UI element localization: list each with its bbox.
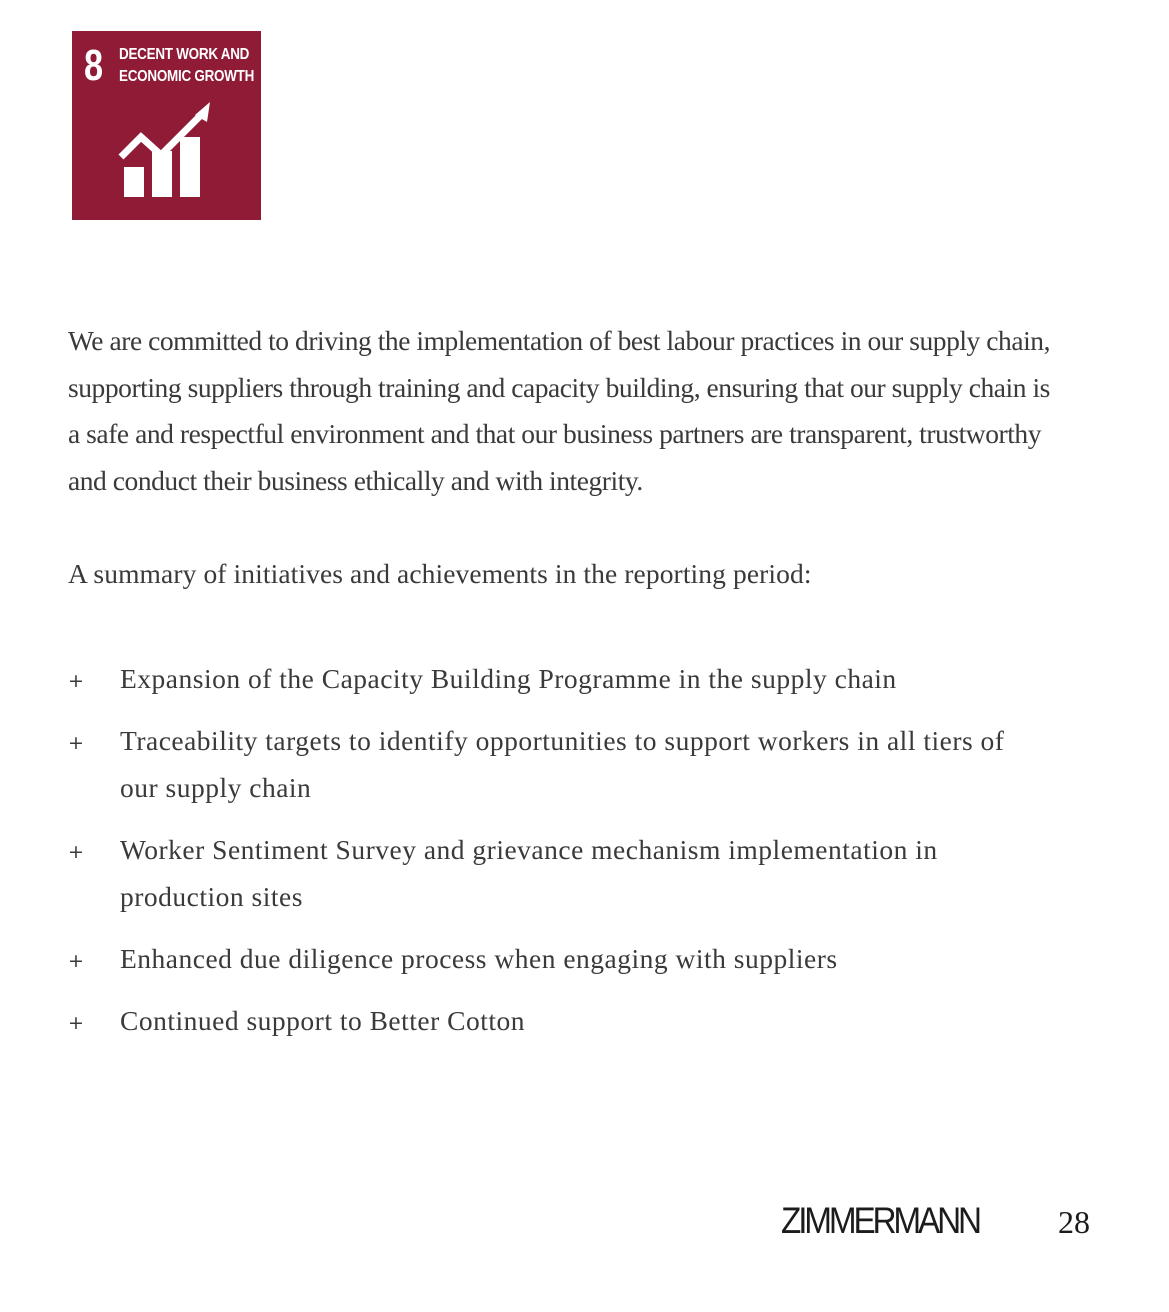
- sdg-number: 8: [84, 41, 104, 90]
- sdg-8-badge: [72, 31, 261, 220]
- sdg-title-line-2: ECONOMIC GROWTH: [119, 68, 255, 85]
- list-item: [68, 935, 1028, 982]
- summary-heading: A summary of initiatives and achievements in the reporting period:: [68, 558, 812, 589]
- page-number: 28: [1058, 1204, 1090, 1240]
- list-item: [68, 717, 1028, 811]
- list-item-text: Enhanced due diligence process when engaging with suppliers: [120, 943, 838, 974]
- list-item-text: Worker Sentiment Survey and grievance mechanism implementation in production sites: [120, 834, 938, 912]
- sdg-title-line-1: DECENT WORK AND: [119, 46, 250, 63]
- initiatives-list: [68, 655, 1028, 1059]
- intro-paragraph: We are committed to driving the implementation of best labour practices in our supply chain, supporting suppliers through training and capacity building, ensuring that our supply chain is a safe and respectful environment and that our business partners are transparent, trustworthy and conduct their business ethically and with integrity.: [68, 325, 1051, 496]
- plus-icon: +: [68, 1012, 85, 1034]
- list-item: [68, 826, 1028, 920]
- list-item-text: Continued support to Better Cotton: [120, 1005, 526, 1036]
- brand-logo: ZIMMERMANN: [781, 1200, 979, 1241]
- plus-icon: +: [68, 950, 85, 972]
- list-item: [68, 997, 1028, 1044]
- list-item-text: Traceability targets to identify opportunities to support workers in all tiers of our supply chain: [120, 725, 1005, 803]
- growth-chart-icon: [117, 99, 217, 203]
- plus-icon: +: [68, 670, 85, 692]
- list-item: [68, 655, 1028, 702]
- sdg-title: [119, 44, 254, 88]
- plus-icon: +: [68, 732, 85, 754]
- list-item-text: Expansion of the Capacity Building Programme in the supply chain: [120, 663, 897, 694]
- plus-icon: +: [68, 841, 85, 863]
